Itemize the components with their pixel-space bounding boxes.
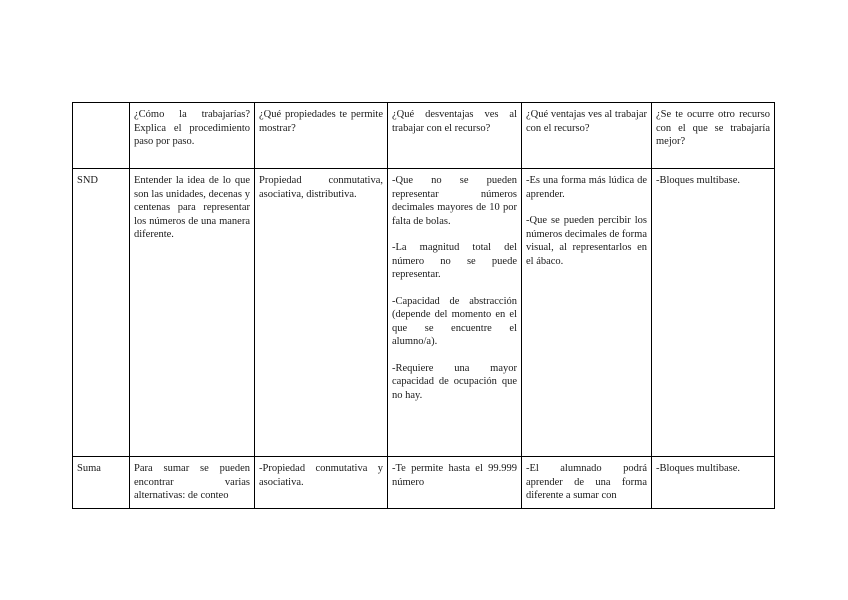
disadvantage-item: -Que no se pueden representar números decimales mayores de 10 por falta de bolas. [392, 175, 517, 227]
header-cell-disadvantages: ¿Qué desventajas ves al trabajar con el recurso? [388, 103, 522, 169]
header-row [73, 103, 775, 169]
row-label: SND [73, 169, 130, 457]
header-cell-alternative: ¿Se te ocurre otro recurso con el que se trabajaría mejor? [652, 103, 775, 169]
procedure-cell: Para sumar se pueden encontrar varias alternativas: de conteo [130, 457, 255, 509]
activity-table [72, 102, 775, 509]
disadvantage-item: -Capacidad de abstracción (depende del momento en el que se encuentre el alumno/a). [392, 295, 517, 347]
advantages-cell: -El alumnado podrá aprender de una forma diferente a sumar con [522, 457, 652, 509]
header-cell-advantages: ¿Qué ventajas ves al trabajar con el recurso? [522, 103, 652, 169]
header-cell-procedure: ¿Cómo la trabajarías? Explica el procedimiento paso por paso. [130, 103, 255, 169]
row-label: Suma [73, 457, 130, 509]
alternative-cell: -Bloques multibase. [652, 169, 775, 457]
properties-cell: -Propiedad conmutativa y asociativa. [255, 457, 388, 509]
properties-cell: Propiedad conmutativa, asociativa, distributiva. [255, 169, 388, 457]
advantages-cell [522, 169, 652, 457]
disadvantage-item: -Requiere una mayor capacidad de ocupación que no hay. [392, 362, 517, 401]
disadvantages-cell: -Te permite hasta el 99.999 número [388, 457, 522, 509]
advantage-item: -Que se pueden percibir los números decimales de forma visual, al representarlos en el ábaco. [526, 215, 647, 267]
header-cell-empty [73, 103, 130, 169]
header-cell-properties: ¿Qué propiedades te permite mostrar? [255, 103, 388, 169]
disadvantages-cell [388, 169, 522, 457]
disadvantage-item: -La magnitud total del número no se puede representar. [392, 242, 517, 280]
alternative-cell: -Bloques multibase. [652, 457, 775, 509]
advantage-item: -Es una forma más lúdica de aprender. [526, 175, 647, 200]
procedure-cell: Entender la idea de lo que son las unidades, decenas y centenas para representar los números de una manera diferente. [130, 169, 255, 457]
table-row [73, 169, 775, 457]
table-row [73, 457, 775, 509]
